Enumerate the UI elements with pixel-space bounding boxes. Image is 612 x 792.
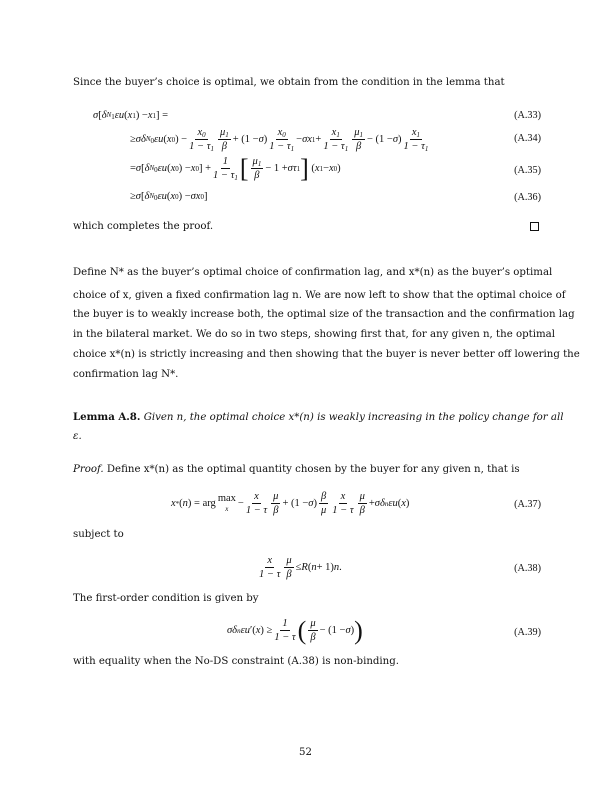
lemma-statement xyxy=(73,411,564,423)
foc-line: The first-order condition is given by xyxy=(73,593,259,604)
equation-a33: σ [ δ $N_1$ εu ( x 1 ) − x 1 ] = xyxy=(93,110,169,121)
define-para-line-1: Define N* as the buyer’s optimal choice of confirmation lag, and x*(n) as the buyer’s optimal xyxy=(73,267,553,278)
lemma-text-2: ε. xyxy=(73,431,82,442)
define-para-line-5: choice x*(n) is strictly increasing and then showing that the buyer is never better off lowering the xyxy=(73,349,580,360)
define-para-line-3: the buyer is to weakly increase both, the optimal size of the transaction and the confirmation lag xyxy=(73,309,575,320)
eq-label-a36: (A.36) xyxy=(514,192,541,203)
define-para-line-2: choice of x, given a fixed confirmation lag n. We are now left to show that the optimal choice of xyxy=(73,290,566,301)
eq-label-a38: (A.38) xyxy=(514,563,541,574)
equation-a39: σδ n εu ′( x ) ≥ $\frac{1}{1 - \tau}$ ( $\frac{\mu}{\beta}$ − (1 − σ ) ) xyxy=(227,615,363,645)
equation-a37: x * ( n ) = arg max x − $\frac{x}{1 - \tau}$ $\frac{\mu}{\beta}$ + (1 − σ ) $\frac{\beta}{\mu}$ $\frac{x}{1 - \tau}$ $\frac{\mu}{\beta}$ + σδ n εu ( x ) xyxy=(171,491,410,516)
eq-label-a33: (A.33) xyxy=(514,110,541,121)
proof-line xyxy=(73,465,520,475)
completes-proof-line: which completes the proof. xyxy=(73,221,214,232)
equation-a36: ≥ σ [ δ $N_0$ εu ( x 0 ) − σx 0 ] xyxy=(130,191,208,202)
lemma-text-1: Given n, the optimal choice x*(n) is weakly increasing in the policy change for all xyxy=(143,412,564,423)
eq-label-a34: (A.34) xyxy=(514,133,541,144)
subject-to-line: subject to xyxy=(73,529,124,540)
eq-label-a39: (A.39) xyxy=(514,627,541,638)
lemma-title: Lemma A.8. xyxy=(73,411,141,423)
proof-text: Define x*(n) as the optimal quantity chosen by the buyer for any given n, that is xyxy=(106,464,520,475)
equation-a35: = σ [ δ $N_0$ εu ( x 0 ) − x 0 ] + $\frac{1}{1 - \tau_1}$ [ $\frac{\mu_1}{\beta}$ − 1 + στ 1 ] ( x 1 − x 0 ) xyxy=(130,153,341,183)
define-para-line-4: in the bilateral market. We do so in two steps, showing first that, for any given n, the optimal xyxy=(73,329,555,340)
define-para-line-6: confirmation lag N*. xyxy=(73,369,179,380)
eq-label-a37: (A.37) xyxy=(514,499,541,510)
page-number: 52 xyxy=(299,747,312,758)
qed-square xyxy=(530,222,539,231)
proof-label: Proof. xyxy=(73,464,104,475)
equality-line: with equality when the No-DS constraint (A.38) is non-binding. xyxy=(73,656,399,667)
intro-line: Since the buyer’s choice is optimal, we obtain from the condition in the lemma that xyxy=(73,77,505,88)
equation-a34: ≥ σδ $N_0$ εu ( x 0 ) − $\frac{x_0}{1 - \tau_1}$ $\frac{\mu_1}{\beta}$ + (1 − σ ) $\frac{x_0}{1 - \tau_1}$ − σx 1 + $\frac{x_1}{1 - \tau_1}$ $\frac{\mu_1}{\beta}$ − (1 − σ ) $\frac{x_1}{1 - \tau_1}$ xyxy=(130,127,429,153)
equation-a38: $\frac{x}{1 - \tau}$ $\frac{\mu}{\beta}$ ≤ R ( n + 1) n . xyxy=(259,555,342,580)
eq-label-a35: (A.35) xyxy=(514,165,541,176)
